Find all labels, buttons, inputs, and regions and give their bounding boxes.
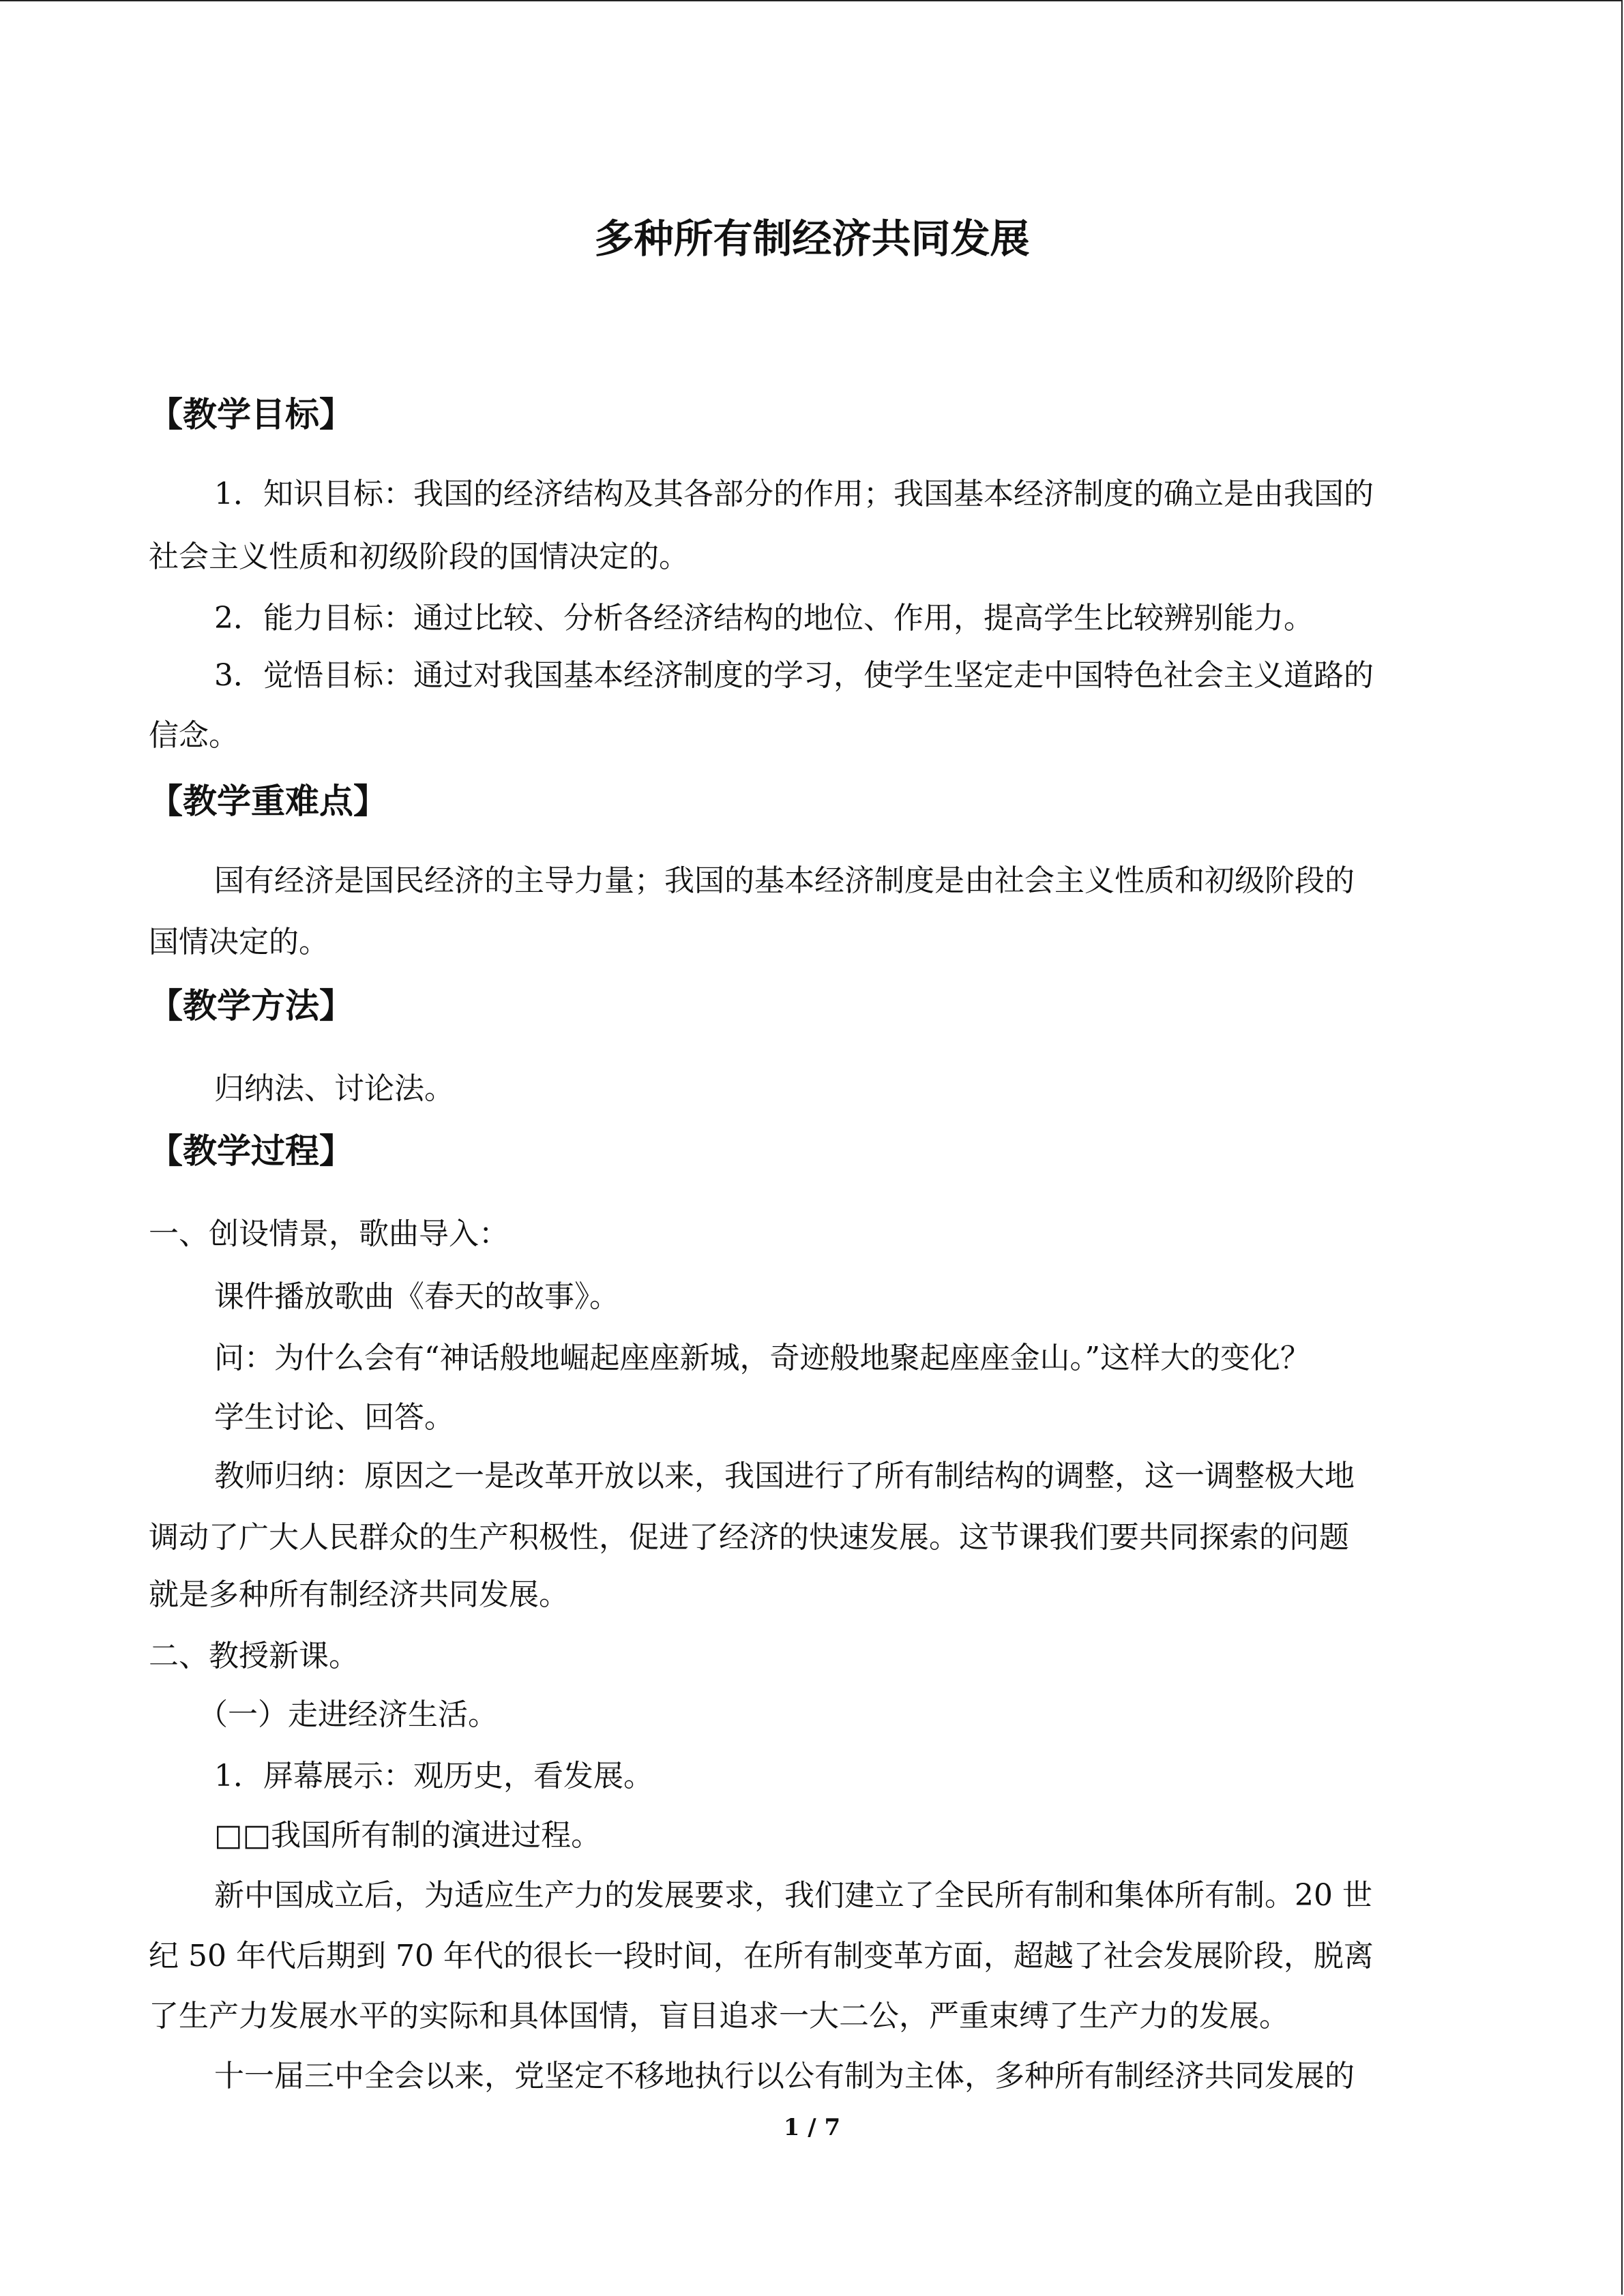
document-title: 多种所有制经济共同发展 <box>594 215 1030 262</box>
process-sub-1-item-1-sub: □□我国所有制的演进过程。 <box>214 1818 602 1853</box>
objective-1-line-2: 社会主义性质和初级阶段的国情决定的。 <box>149 539 689 574</box>
process-para-1-line-2: 纪 50 年代后期到 70 年代的很长一段时间，在所有制变革方面，超越了社会发展阶段，脱离 <box>149 1939 1374 1973</box>
process-sub-1-title: （一）走进经济生活。 <box>198 1697 498 1732</box>
methods-text: 归纳法、讨论法。 <box>214 1071 454 1106</box>
process-part-1-p4-line-1: 教师归纳：原因之一是改革开放以来，我国进行了所有制结构的调整，这一调整极大地 <box>214 1459 1355 1493</box>
process-part-1-p3: 学生讨论、回答。 <box>214 1400 454 1435</box>
process-para-1-line-3: 了生产力发展水平的实际和具体国情，盲目追求一大二公，严重束缚了生产力的发展。 <box>149 1999 1289 2033</box>
page-number: 1 / 7 <box>783 2114 841 2141</box>
process-sub-1-item-1: 1．屏幕展示：观历史，看发展。 <box>214 1759 653 1793</box>
heading-key-points: 【教学重难点】 <box>149 781 387 821</box>
process-para-2-line-1: 十一届三中全会以来，党坚定不移地执行以公有制为主体，多种所有制经济共同发展的 <box>214 2059 1355 2093</box>
key-points-line-2: 国情决定的。 <box>149 925 329 959</box>
process-part-1-p4-line-2: 调动了广大人民群众的生产积极性，促进了经济的快速发展。这节课我们要共同探索的问题 <box>149 1520 1349 1555</box>
heading-process: 【教学过程】 <box>149 1131 353 1171</box>
process-part-1-title: 一、创设情景，歌曲导入： <box>149 1217 509 1251</box>
process-part-1-p4-line-3: 就是多种所有制经济共同发展。 <box>149 1577 569 1612</box>
process-part-1-p2: 问：为什么会有“神话般地崛起座座新城，奇迹般地聚起座座金山。”这样大的变化？ <box>214 1341 1310 1375</box>
objective-3-line-1: 3．觉悟目标：通过对我国基本经济制度的学习，使学生坚定走中国特色社会主义道路的 <box>214 658 1374 693</box>
process-part-2-title: 二、教授新课。 <box>149 1639 359 1673</box>
process-part-1-p1: 课件播放歌曲《春天的故事》。 <box>214 1279 619 1314</box>
key-points-line-1: 国有经济是国民经济的主导力量；我国的基本经济制度是由社会主义性质和初级阶段的 <box>214 863 1355 898</box>
heading-methods: 【教学方法】 <box>149 986 353 1026</box>
process-para-1-line-1: 新中国成立后，为适应生产力的发展要求，我们建立了全民所有制和集体所有制。20 世 <box>214 1878 1372 1913</box>
heading-objectives: 【教学目标】 <box>149 395 353 434</box>
objective-1-line-1: 1．知识目标：我国的经济结构及其各部分的作用；我国基本经济制度的确立是由我国的 <box>214 477 1374 511</box>
objective-3-line-2: 信念。 <box>149 718 239 753</box>
objective-2: 2．能力目标：通过比较、分析各经济结构的地位、作用，提高学生比较辨别能力。 <box>214 601 1314 636</box>
